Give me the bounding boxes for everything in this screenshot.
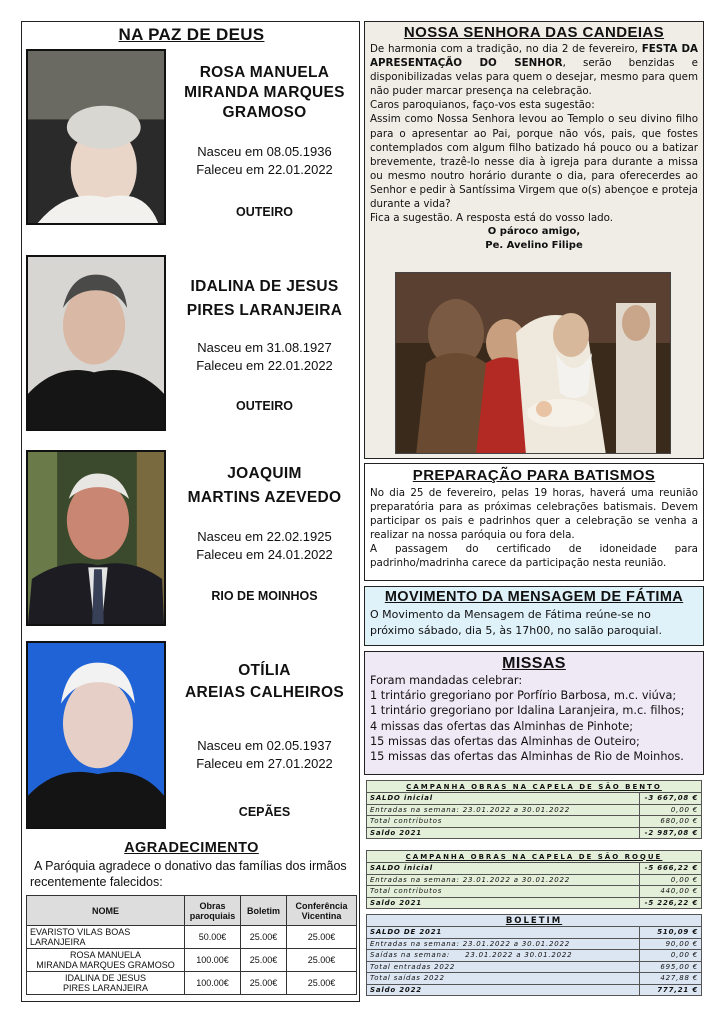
sao-roque-campaign-table <box>366 850 702 909</box>
table-row <box>367 874 702 886</box>
table-row <box>367 816 702 828</box>
conferencia-value: 25.00€ <box>287 926 357 949</box>
candeias-paragraph <box>370 42 698 98</box>
fatima-heading: MOVIMENTO DA MENSAGEM DE FÁTIMA <box>384 589 684 605</box>
row-label: Saldo 2022 <box>367 984 640 996</box>
death-date: Faleceu em 22.01.2022 <box>196 162 333 177</box>
table-row <box>367 973 702 985</box>
table-row <box>367 927 702 939</box>
list-item: Foram mandadas celebrar: <box>370 674 523 687</box>
table-row <box>367 984 702 996</box>
portrait-photo <box>26 49 166 225</box>
list-item: 1 trintário gregoriano por Porfírio Barbosa, m.c. viúva; <box>370 689 677 703</box>
obituary-entry <box>26 450 357 630</box>
table-row <box>367 827 702 839</box>
batismos-heading: PREPARAÇÃO PARA BATISMOS <box>412 467 656 484</box>
batismos-paragraph: No dia 25 de fevereiro, pelas 19 horas, haverá uma reunião preparatória para as próximas celebrações batismais. Devem participar os pais e padrinhos quer a celebração se venha a realizar na nossa paróquia ou fora dela. <box>370 487 698 542</box>
table-row <box>367 863 702 875</box>
deceased-name: IDALINA DE JESUS <box>190 278 339 295</box>
signature-line: O pároco amigo, <box>487 226 581 238</box>
table-header-row <box>27 896 357 926</box>
row-label: Saldo 2021 <box>367 897 640 909</box>
batismos-body <box>365 484 703 573</box>
agradecimento-heading: AGRADECIMENTO <box>124 840 259 856</box>
feast-name: FESTA DA APRESENTAÇÃO DO SENHOR <box>370 43 698 70</box>
boletim-value: 25.00€ <box>241 926 287 949</box>
deceased-name: GRAMOSO <box>222 104 307 121</box>
row-label: Total saídas 2022 <box>367 973 640 985</box>
death-date: Faleceu em 27.01.2022 <box>196 756 333 771</box>
portrait-photo <box>26 255 166 431</box>
row-value: 90,00 € <box>640 938 702 950</box>
deceased-name: AREIAS CALHEIROS <box>185 684 344 701</box>
table-header-row <box>367 915 702 927</box>
candeias-section <box>364 21 704 459</box>
table-header-row <box>367 781 702 793</box>
donor-name <box>27 949 185 972</box>
table-row <box>367 804 702 816</box>
missas-heading: MISSAS <box>502 655 566 672</box>
row-label: Entradas na semana: 23.01.2022 a 30.01.2022 <box>367 874 640 886</box>
obras-value: 100.00€ <box>185 972 241 995</box>
deceased-name: MIRANDA MARQUES <box>184 84 345 101</box>
birth-date: Nasceu em 08.05.1936 <box>197 144 332 159</box>
row-value: 510,09 € <box>640 927 702 939</box>
row-label: Entradas na semana: 23.01.2022 a 30.01.2022 <box>367 804 640 816</box>
missas-list <box>365 673 703 764</box>
birth-date: Nasceu em 02.05.1937 <box>197 738 332 753</box>
table-row <box>367 793 702 805</box>
row-value: -5 226,22 € <box>640 897 702 909</box>
row-label: SALDO inicial <box>367 863 640 875</box>
row-label: SALDO inicial <box>367 793 640 805</box>
portrait-photo <box>26 641 166 829</box>
deceased-name: JOAQUIM <box>227 465 302 482</box>
column-header: NOME <box>27 896 185 926</box>
parish-place: OUTEIRO <box>236 399 293 413</box>
row-value: 427,88 € <box>640 973 702 985</box>
row-label: Saídas na semana: 23.01.2022 a 30.01.2022 <box>367 950 640 962</box>
donor-name-line: PIRES LARANJEIRA <box>62 983 149 993</box>
death-date: Faleceu em 24.01.2022 <box>196 547 333 562</box>
candeias-paragraph: Fica a sugestão. A resposta está do vosso lado. <box>370 212 614 225</box>
presentation-painting <box>395 272 671 454</box>
table-row <box>27 972 357 995</box>
candeias-paragraph: Assim como Nossa Senhora levou ao Templo o seu divino filho para o apresentar ao Pai, porque não vós, pais, que fostes contemplados com algum filho batizado há pouco ou a batizar brevemente, trazê-lo nesse dia à igreja para durante a missa ou mesmo noutro horário durante o dia, para oferecerdes ao Senhor e pedir à Santíssima Virgem que o(s) abençoe e proteja durante a vida? <box>370 113 698 211</box>
donors-table <box>26 895 357 995</box>
parish-place: CEPÃES <box>238 805 291 819</box>
missas-section <box>364 651 704 775</box>
table-row <box>27 926 357 949</box>
conferencia-value: 25.00€ <box>287 949 357 972</box>
boletim-title: BOLETIM <box>367 915 702 927</box>
donor-name <box>27 972 185 995</box>
row-value: 0,00 € <box>640 874 702 886</box>
row-label: Total entradas 2022 <box>367 961 640 973</box>
birth-date: Nasceu em 22.02.1925 <box>197 529 332 544</box>
row-value: 695,00 € <box>640 961 702 973</box>
obituary-column <box>21 21 360 1002</box>
row-label: Total contributos <box>367 816 640 828</box>
parish-place: OUTEIRO <box>236 205 293 219</box>
row-value: -5 666,22 € <box>640 863 702 875</box>
batismos-paragraph: A passagem do certificado de idoneidade para padrinho/madrinha carece da participação nesta reunião. <box>370 543 698 570</box>
row-label: Total contributos <box>367 886 640 898</box>
signature-line: Pe. Avelino Filipe <box>485 240 583 252</box>
row-value: 680,00 € <box>640 816 702 828</box>
column-header: Obras paroquiais <box>185 896 241 926</box>
deceased-name: OTÍLIA <box>238 662 291 679</box>
row-value: 440,00 € <box>640 886 702 898</box>
birth-date: Nasceu em 31.08.1927 <box>197 340 332 355</box>
row-value: 777,21 € <box>640 984 702 996</box>
boletim-value: 25.00€ <box>241 972 287 995</box>
death-date: Faleceu em 22.01.2022 <box>196 358 333 373</box>
row-label: SALDO DE 2021 <box>367 927 640 939</box>
table-header-row <box>367 851 702 863</box>
row-label: Entradas na semana: 23.01.2022 a 30.01.2022 <box>367 938 640 950</box>
text-run: , serão benzidas e disponibilizadas velas para quem o desejar, mesmo para quem não puder marcar presença na celebração. <box>370 57 698 98</box>
table-row <box>367 950 702 962</box>
obras-value: 50.00€ <box>185 926 241 949</box>
campaign-title: CAMPANHA OBRAS NA CAPELA DE SÃO BENTO <box>367 781 702 793</box>
batismos-section <box>364 463 704 581</box>
campaign-title: CAMPANHA OBRAS NA CAPELA DE SÃO ROQUE <box>367 851 702 863</box>
deceased-name: PIRES LARANJEIRA <box>186 302 343 319</box>
sao-bento-campaign-table <box>366 780 702 839</box>
table-row <box>27 949 357 972</box>
conferencia-value: 25.00€ <box>287 972 357 995</box>
donor-name <box>27 926 185 949</box>
table-row <box>367 886 702 898</box>
donor-name-line: EVARISTO VILAS BOAS LARANJEIRA <box>30 927 131 947</box>
boletim-balance-table <box>366 914 702 996</box>
row-value: -2 987,08 € <box>640 827 702 839</box>
agradecimento-text: A Paróquia agradece o donativo das famílias dos irmãos recentemente falecidos: <box>30 859 347 889</box>
candeias-body <box>365 41 703 253</box>
row-label: Saldo 2021 <box>367 827 640 839</box>
deceased-name: MARTINS AZEVEDO <box>187 489 342 506</box>
obras-value: 100.00€ <box>185 949 241 972</box>
list-item: 15 missas das ofertas das Alminhas de Rio de Moinhos. <box>370 750 684 764</box>
obituary-heading: NA PAZ DE DEUS <box>118 25 265 44</box>
row-value: -3 667,08 € <box>640 793 702 805</box>
list-item: 15 missas das ofertas das Alminhas de Outeiro; <box>370 734 640 748</box>
table-row <box>367 961 702 973</box>
parish-place: RIO DE MOINHOS <box>211 589 318 603</box>
candeias-paragraph: Caros paroquianos, faço-vos esta sugestão: <box>370 99 595 112</box>
obituary-entry <box>26 641 357 821</box>
text-run: De harmonia com a tradição, no dia 2 de fevereiro, <box>370 43 638 55</box>
obituary-entry <box>26 255 357 435</box>
fatima-section <box>364 586 704 646</box>
donor-name-line: MIRANDA MARQUES GRAMOSO <box>36 960 175 970</box>
candeias-heading: NOSSA SENHORA DAS CANDEIAS <box>403 24 665 41</box>
column-header: Conferência Vicentina <box>287 896 357 926</box>
boletim-value: 25.00€ <box>241 949 287 972</box>
portrait-photo <box>26 450 166 626</box>
table-row <box>367 938 702 950</box>
row-value: 0,00 € <box>640 950 702 962</box>
donor-name-line: IDALINA DE JESUS <box>64 973 147 983</box>
donor-name-line: ROSA MANUELA <box>69 950 142 960</box>
row-value: 0,00 € <box>640 804 702 816</box>
fatima-text: O Movimento da Mensagem de Fátima reúne-se no próximo sábado, dia 5, às 17h00, no salão paroquial. <box>370 608 662 637</box>
list-item: 4 missas das ofertas das Alminhas de Pinhote; <box>370 719 634 733</box>
obituary-entry <box>26 49 357 229</box>
column-header: Boletim <box>241 896 287 926</box>
deceased-name: ROSA MANUELA <box>199 64 330 81</box>
list-item: 1 trintário gregoriano por Idalina Laranjeira, m.c. filhos; <box>370 704 685 718</box>
table-row <box>367 897 702 909</box>
